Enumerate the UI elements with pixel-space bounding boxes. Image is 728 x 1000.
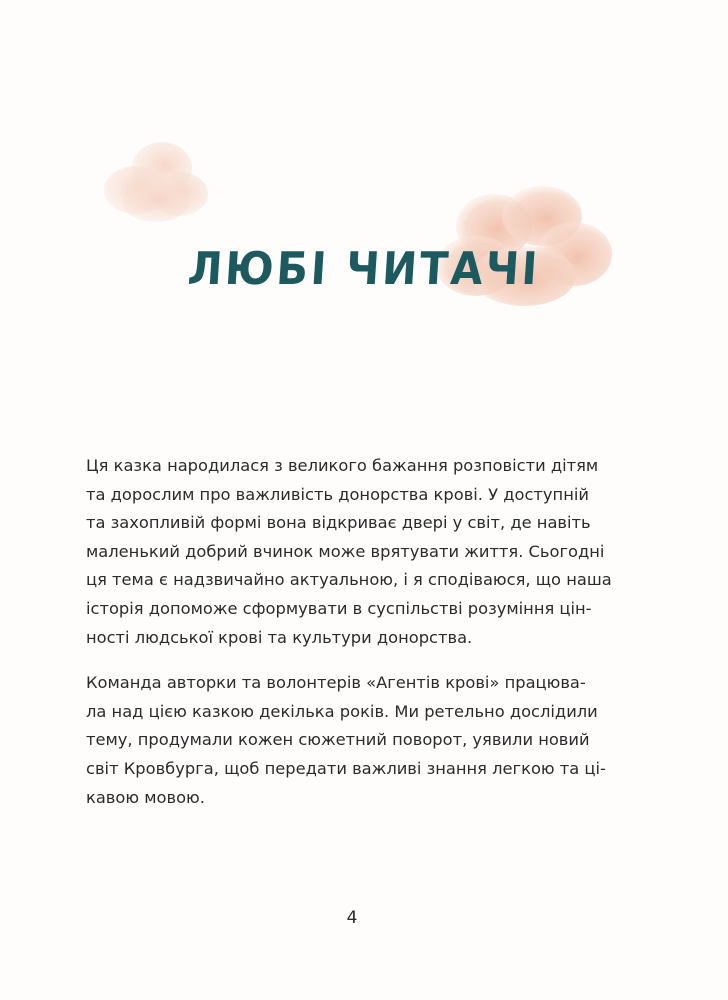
body-text [86, 452, 630, 829]
text-line: кавою мовою. [86, 787, 205, 807]
text-line: та дорослим про важливість донорства крові. У доступній [86, 484, 589, 504]
page-title: ЛЮБІ ЧИТАЧІ [186, 242, 542, 295]
text-line: ця тема є надзвичайно актуальною, і я сподіваюся, що наша [86, 570, 612, 590]
text-line: ла над цією казкою декілька років. Ми ретельно дослідили [86, 701, 598, 721]
paragraph-2 [86, 669, 630, 812]
text-line: Команда авторки та волонтерів «Агентів крові» працюва- [86, 673, 586, 693]
text-line: та захопливій формі вона відкриває двері у світ, де навіть [86, 513, 591, 533]
text-line: історія допоможе сформувати в суспільстві розуміння цін- [86, 598, 592, 618]
page-number: 4 [346, 908, 358, 928]
text-line: маленький добрий вчинок може врятувати життя. Сьогодні [86, 541, 605, 561]
text-line: тему, продумали кожен сюжетний поворот, уявили новий [86, 730, 590, 750]
paragraph-1 [86, 452, 630, 652]
text-line: Ця казка народилася з великого бажання розповісти дітям [86, 456, 599, 475]
text-line: ності людської крові та культури донорства. [86, 627, 473, 647]
cloud-left-icon [96, 128, 216, 238]
text-line: світ Кровбурга, щоб передати важливі знання легкою та ці- [86, 758, 606, 778]
